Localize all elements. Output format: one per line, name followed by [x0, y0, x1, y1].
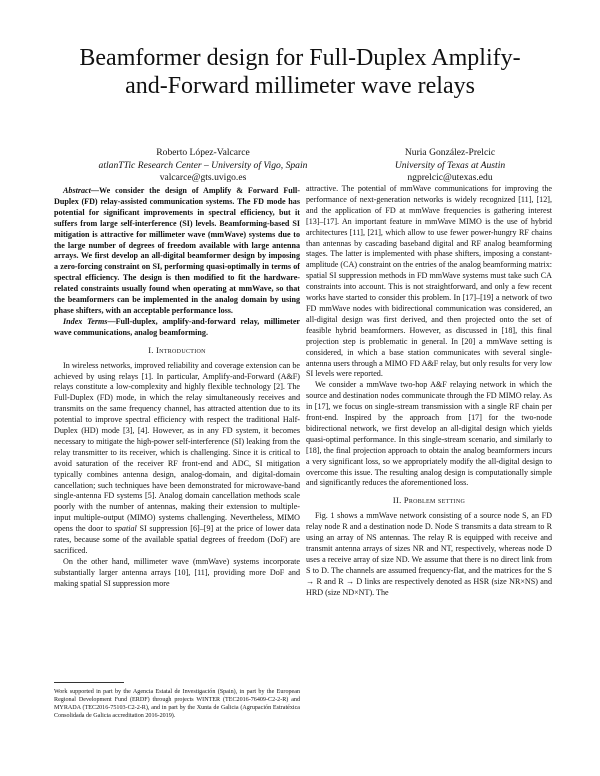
paragraph: In wireless networks, improved reliability and coverage extension can be achieved by using relays [1]. In particular, Amplify-and-Forward (A&F) relays constitute a low-complexity and highly flexible technology [2]. The Full-Duplex (FD) mode, in which the relay simultaneously receives and transmits on the same frequency channel, has attracted attention due to its potential to improve spectral efficiency with respect the traditional Half-Duplex (HD) mode [3], [4]. However, as in any FD system, it becomes necessary to mitigate the high-power self-interference (SI) leaking from the relay transmitter to its receiver, which is challenging. Since it is critical to avoid saturation of the receiver RF front-end and ADC, SI mitigation typically combines antenna design, analog-domain, and digital-domain cancellation; such techniques have been demonstrated for microwave-band single-antenna FD systems [5]. Analog domain cancellation methods scale poorly with the number of antennas, making their extension to multiple-input multiple-output (MIMO) systems challenging. Nevertheless, MIMO opens the door to spatial SI suppression [6]–[9] at the price of lower data rates, because some of the available spatial degrees of freedom (DoF) are sacrificed. [54, 360, 300, 555]
author-name: Roberto López-Valcarce [156, 147, 250, 158]
author-email: valcarce@gts.uvigo.es [159, 172, 247, 183]
author-block-1 [88, 147, 318, 185]
abstract: Abstract—We consider the design of Amplify & Forward Full-Duplex (FD) relay-assisted communication systems. The FD mode has potential for significant improvements in spectral efficiency, but it suffers from large self-interference (SI) levels. Beamforming-based SI mitigation is attractive for millimeter wave (mmWave) systems due to the large number of degrees of freedom available with large antenna arrays. We first develop an all-digital beamformer design by imposing a zero-forcing constraint on SI, performing quasi-optimally in terms of spectral efficiency. The design is then modified to fit the hardware-related constraints usually found when operating at mmWave, so that the beamformers can be implemented in the analog domain by using phase shifters, with an acceptable performance loss. [54, 186, 300, 315]
footnote: Work supported in part by the Agencia Estatal de Investigación (Spain), in part by the European Regional Development Fund (ERDF) through projects WINTER (TEC2016-76409-C2-2-R) and MYRADA (TEC2016-75103-C2-2-R), and in part by the Xunta de Galicia (Agrupación Estratéxica Consolidada de Galicia accreditation 2016-2019). [54, 689, 300, 720]
right-column [306, 184, 552, 599]
footnote-rule [54, 682, 124, 683]
author-affiliation: atlanTTic Research Center – University of Vigo, Spain [98, 159, 308, 171]
paragraph: attractive. The potential of mmWave communications for improving the performance of next-generation networks is widely recognized [11], [12], and the application of FD at mmWave frequencies is gathering interest [13]–[17]. An important feature in mmWave MIMO is the use of hybrid architectures [11], [21], which allow to use fewer power-hungry RF chains than antennas by cascading baseband digital and RF analog beamforming stages. The latter is implemented with phase shifters, imposing a constant-amplitude (CA) constraint on the entries of the analog beamforming matrix: spatial SI suppression methods in FD mmWave systems must take such CA constraints into account. This is not straightforward, and only a few recent works have started to consider this problem. In [17]–[19] a network of two FD mmWave nodes with bidirectional communication was considered, an all-digital design was first derived, and then projected onto the set of feasible hybrid beamformers. However, as discussed in [18], this final projection step is problematic in general. In [20] a mmWave setting is considered, in which a base station communicates with several single-antenna users through a MIMO FD A&F relay, but only results for very low SI levels were reported. [306, 184, 552, 379]
paragraph: On the other hand, millimeter wave (mmWave) systems incorporate substantially larger antenna arrays [10], [11], providing more DoF and making spatial SI suppression more [54, 556, 300, 588]
paper-title: Beamformer design for Full-Duplex Amplify-and-Forward millimeter wave relays [79, 45, 521, 99]
index-terms: Index Terms—Full-duplex, amplify-and-forward relay, millimeter wave communications, analog beamforming. [54, 316, 301, 337]
paragraph: Fig. 1 shows a mmWave network consisting of a source node S, an FD relay node R and a destination node D. Node S transmits a data stream to R using an array of NS antennas. The relay R is equipped with receive and transmit antenna arrays of sizes NR and NT, respectively, whereas node D uses a receive array of size ND. We assume that there is no direct link from S to D. The channels are assumed frequency-flat, and the matrices for the S → R and R → D links are respectively denoted as HSR (size NR×NS) and HRD (size ND×NT). The [306, 511, 552, 597]
author-affiliation: University of Texas at Austin [394, 159, 506, 171]
author-name: Nuria González-Prelcic [404, 147, 496, 158]
author-email: ngprelcic@utexas.edu [407, 172, 493, 183]
paragraph: We consider a mmWave two-hop A&F relaying network in which the source and destination nodes communicate through the FD MIMO relay. As in [17], we focus on single-stream transmission with a single RF chain per front-end. Inspired by the approach from [17] for the two-node bidirectional network, we first develop an all-digital design which yields quasi-optimal performance. In this single-stream scenario, and similarly to [18], the final projection approach to obtain the analog beamformers incurs a very significant loss, so we appropriately modify the all-digital design to overcome this issue. The resulting analog design is computationally simple and significantly reduces the aforementioned loss. [306, 380, 552, 488]
left-column [54, 186, 300, 590]
author-block-2 [335, 147, 565, 185]
section-heading-problem-setting: II. Problem setting [392, 496, 466, 506]
section-heading-introduction: I. Introduction [148, 345, 206, 355]
